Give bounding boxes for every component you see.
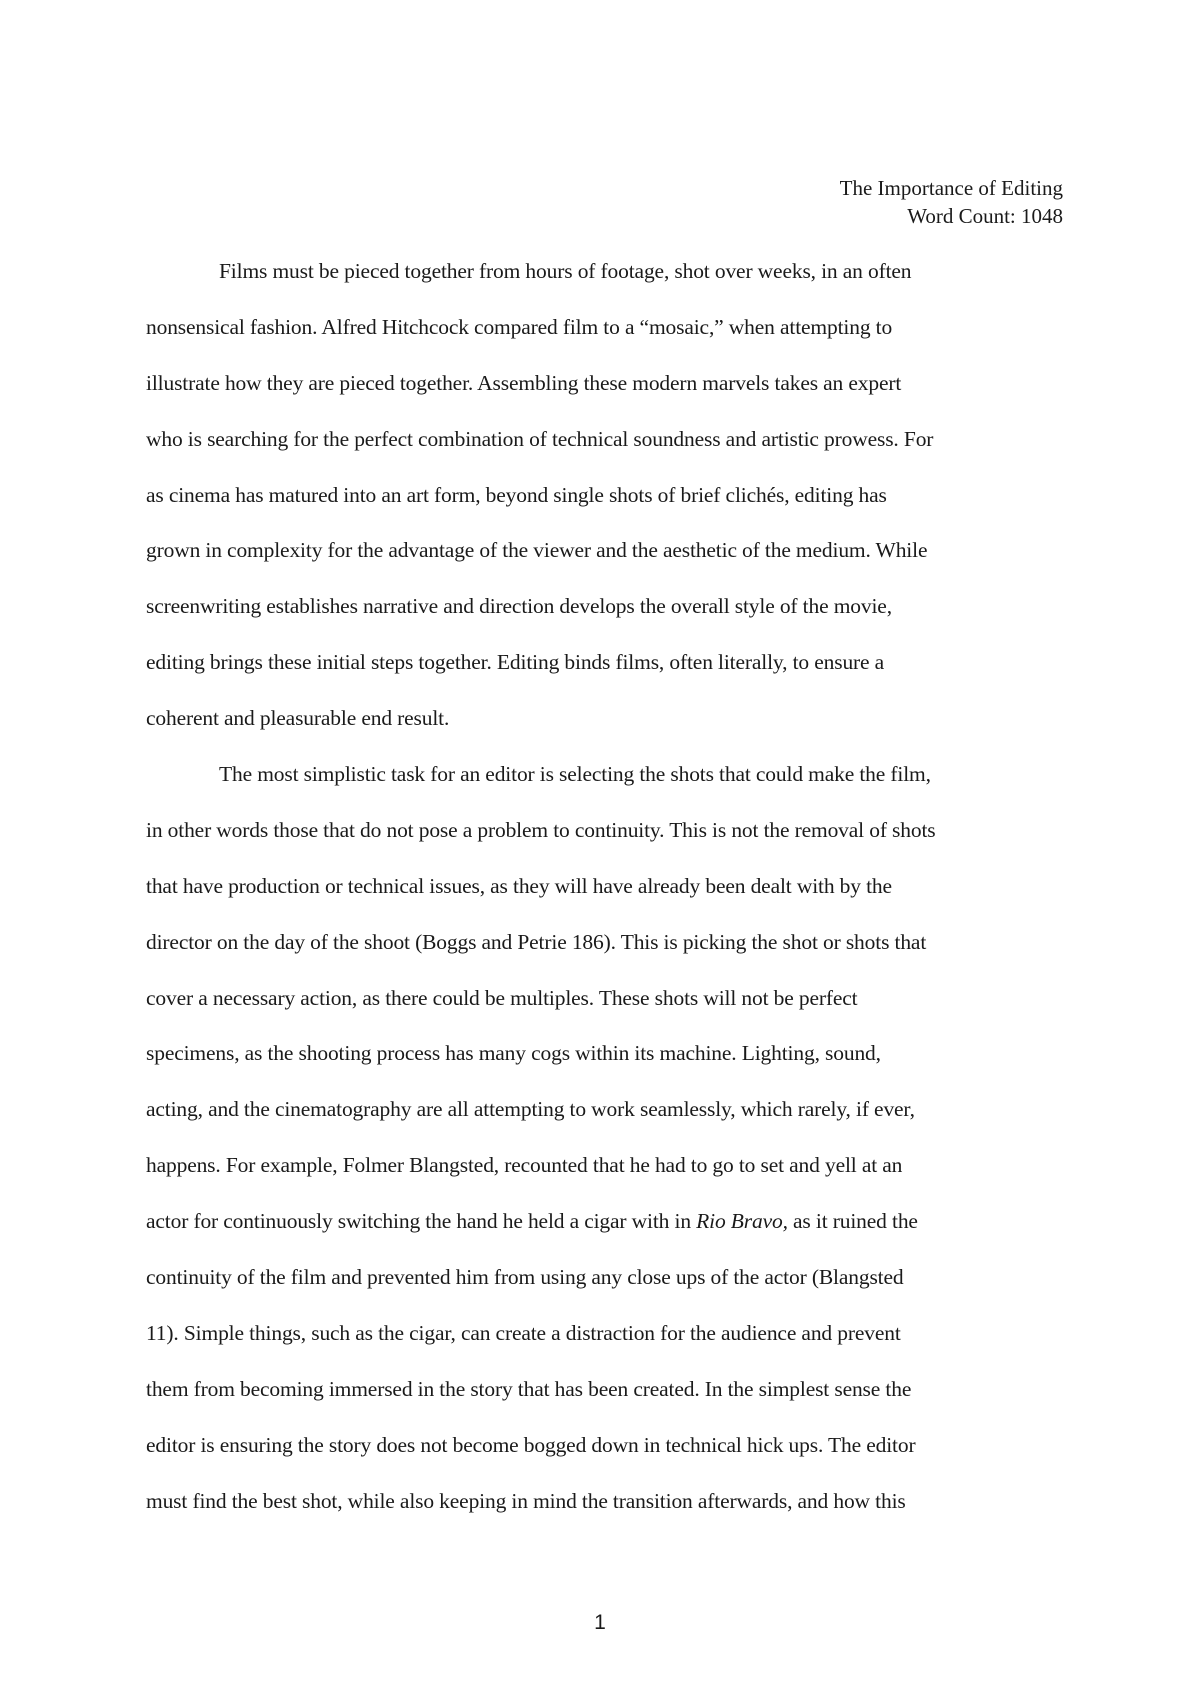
text-run: The most simplistic task for an editor is selecting the shots that could make the film, [219, 762, 931, 787]
text-run: editing brings these initial steps together. Editing binds films, often literally, to ensure a [146, 650, 885, 675]
text-run: illustrate how they are pieced together. Assembling these modern marvels takes an expert [146, 370, 902, 395]
text-run: screenwriting establishes narrative and direction develops the overall style of the movie, [146, 594, 892, 619]
text-line [146, 1206, 1064, 1262]
text-line [146, 591, 1064, 647]
text-run: 11). Simple things, such as the cigar, can create a distraction for the audience and prevent [146, 1320, 901, 1345]
text-line [146, 815, 1064, 871]
page-header [840, 174, 1063, 230]
text-line [146, 1094, 1064, 1150]
italic-title: Rio Bravo, [696, 1209, 788, 1234]
text-line [146, 1038, 1064, 1094]
text-line [146, 1262, 1064, 1318]
text-line [146, 871, 1064, 927]
text-line [146, 312, 1064, 368]
text-line [146, 424, 1064, 480]
text-run: as cinema has matured into an art form, beyond single shots of brief clichés, editing has [146, 482, 887, 507]
text-run: nonsensical fashion. Alfred Hitchcock compared film to a “mosaic,” when attempting to [146, 314, 893, 339]
text-run: cover a necessary action, as there could be multiples. These shots will not be perfect [146, 985, 858, 1010]
text-run: editor is ensuring the story does not become bogged down in technical hick ups. The editor [146, 1432, 916, 1457]
text-run: happens. For example, Folmer Blangsted, recounted that he had to go to set and yell at an [146, 1153, 903, 1178]
text-run: actor for continuously switching the hand he held a cigar with in [146, 1209, 697, 1234]
text-line [146, 759, 1064, 815]
text-line [146, 703, 1064, 759]
text-line [146, 1374, 1064, 1430]
text-line [146, 927, 1064, 983]
text-run: who is searching for the perfect combination of technical soundness and artistic prowess. For [146, 426, 934, 451]
text-line [146, 1430, 1064, 1486]
text-line [146, 983, 1064, 1039]
text-run: coherent and pleasurable end result. [146, 706, 450, 731]
text-run: Films must be pieced together from hours of footage, shot over weeks, in an often [219, 259, 912, 283]
text-line [146, 256, 1064, 312]
text-line [146, 1318, 1064, 1374]
text-run: them from becoming immersed in the story that has been created. In the simplest sense the [146, 1376, 912, 1401]
text-line [146, 480, 1064, 536]
text-run: acting, and the cinematography are all attempting to work seamlessly, which rarely, if ever, [146, 1097, 915, 1122]
text-run: director on the day of the shoot (Boggs and Petrie 186). This is picking the shot or shots that [146, 929, 927, 954]
text-run: specimens, as the shooting process has many cogs within its machine. Lighting, sound, [146, 1041, 881, 1066]
text-run: in other words those that do not pose a problem to continuity. This is not the removal of shots [146, 817, 936, 842]
page-number: 1 [594, 1611, 606, 1634]
text-run: grown in complexity for the advantage of the viewer and the aesthetic of the medium. While [146, 538, 928, 563]
text-run: continuity of the film and prevented him from using any close ups of the actor (Blangsted [146, 1265, 904, 1290]
document-title: The Importance of Editing [839, 176, 1063, 200]
text-run: must find the best shot, while also keeping in mind the transition afterwards, and how this [146, 1488, 906, 1513]
essay-body [146, 256, 1064, 1541]
text-line [146, 1150, 1064, 1206]
text-line [146, 1486, 1064, 1542]
text-line [146, 647, 1064, 703]
text-run: that have production or technical issues, as they will have already been dealt with by the [146, 873, 892, 898]
word-count: Word Count: 1048 [907, 204, 1063, 228]
text-run: as it ruined the [787, 1209, 918, 1234]
text-line [146, 368, 1064, 424]
text-line [146, 535, 1064, 591]
